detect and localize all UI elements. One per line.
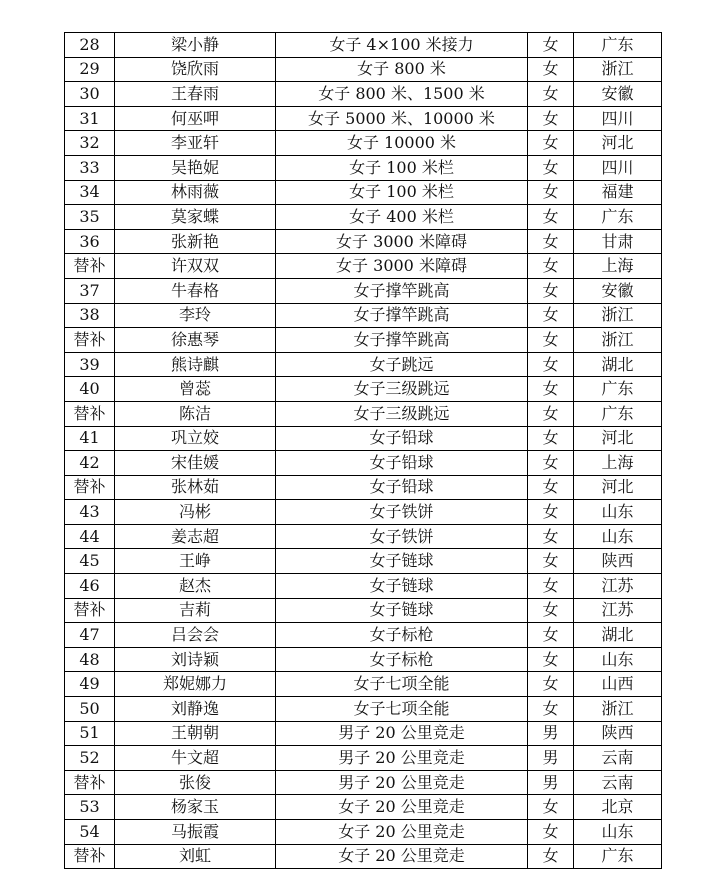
- event-cell: 女子铅球: [276, 475, 528, 500]
- gender-cell: 女: [528, 229, 574, 254]
- event-cell: 女子 800 米: [276, 57, 528, 82]
- event-cell: 女子标枪: [276, 623, 528, 648]
- province-cell: 广东: [574, 33, 662, 58]
- event-cell: 女子三级跳远: [276, 377, 528, 402]
- gender-cell: 女: [528, 205, 574, 230]
- table-row: [65, 155, 662, 180]
- row-number-cell: 37: [65, 278, 115, 303]
- row-number-cell: 替补: [65, 844, 115, 869]
- table-row: [65, 377, 662, 402]
- event-cell: 女子链球: [276, 549, 528, 574]
- province-cell: 上海: [574, 254, 662, 279]
- table-row: [65, 451, 662, 476]
- event-cell: 女子 800 米、1500 米: [276, 82, 528, 107]
- athlete-name-cell: 王春雨: [115, 82, 276, 107]
- event-cell: 女子链球: [276, 574, 528, 599]
- province-cell: 广东: [574, 844, 662, 869]
- table-row: [65, 205, 662, 230]
- gender-cell: 女: [528, 328, 574, 353]
- athlete-name-cell: 张俊: [115, 770, 276, 795]
- gender-cell: 女: [528, 574, 574, 599]
- row-number-cell: 34: [65, 180, 115, 205]
- table-row: [65, 524, 662, 549]
- athlete-name-cell: 许双双: [115, 254, 276, 279]
- province-cell: 江苏: [574, 574, 662, 599]
- table-row: [65, 574, 662, 599]
- row-number-cell: 28: [65, 33, 115, 58]
- athlete-name-cell: 张林茹: [115, 475, 276, 500]
- province-cell: 湖北: [574, 352, 662, 377]
- athlete-name-cell: 冯彬: [115, 500, 276, 525]
- row-number-cell: 48: [65, 647, 115, 672]
- table-row: [65, 180, 662, 205]
- row-number-cell: 36: [65, 229, 115, 254]
- gender-cell: 男: [528, 746, 574, 771]
- table-row: [65, 820, 662, 845]
- row-number-cell: 41: [65, 426, 115, 451]
- province-cell: 河北: [574, 426, 662, 451]
- athlete-name-cell: 李亚轩: [115, 131, 276, 156]
- event-cell: 女子 3000 米障碍: [276, 229, 528, 254]
- event-cell: 男子 20 公里竞走: [276, 770, 528, 795]
- athlete-name-cell: 杨家玉: [115, 795, 276, 820]
- athlete-name-cell: 曾蕊: [115, 377, 276, 402]
- athlete-name-cell: 梁小静: [115, 33, 276, 58]
- event-cell: 女子标枪: [276, 647, 528, 672]
- table-row: [65, 746, 662, 771]
- province-cell: 广东: [574, 377, 662, 402]
- athlete-name-cell: 林雨薇: [115, 180, 276, 205]
- province-cell: 山东: [574, 820, 662, 845]
- gender-cell: 女: [528, 500, 574, 525]
- province-cell: 浙江: [574, 57, 662, 82]
- gender-cell: 女: [528, 623, 574, 648]
- athlete-name-cell: 陈洁: [115, 401, 276, 426]
- gender-cell: 女: [528, 598, 574, 623]
- row-number-cell: 替补: [65, 254, 115, 279]
- row-number-cell: 替补: [65, 770, 115, 795]
- athlete-name-cell: 吴艳妮: [115, 155, 276, 180]
- gender-cell: 女: [528, 180, 574, 205]
- gender-cell: 女: [528, 647, 574, 672]
- table-row: [65, 254, 662, 279]
- gender-cell: 女: [528, 377, 574, 402]
- athlete-name-cell: 吉莉: [115, 598, 276, 623]
- row-number-cell: 52: [65, 746, 115, 771]
- table-row: [65, 57, 662, 82]
- province-cell: 安徽: [574, 278, 662, 303]
- athlete-name-cell: 姜志超: [115, 524, 276, 549]
- table-row: [65, 795, 662, 820]
- gender-cell: 女: [528, 426, 574, 451]
- province-cell: 陕西: [574, 549, 662, 574]
- province-cell: 山东: [574, 500, 662, 525]
- athlete-name-cell: 巩立姣: [115, 426, 276, 451]
- gender-cell: 女: [528, 475, 574, 500]
- table-row: [65, 82, 662, 107]
- province-cell: 山东: [574, 524, 662, 549]
- roster-body: [65, 33, 662, 869]
- gender-cell: 女: [528, 82, 574, 107]
- gender-cell: 女: [528, 278, 574, 303]
- event-cell: 女子七项全能: [276, 697, 528, 722]
- table-row: [65, 721, 662, 746]
- table-row: [65, 278, 662, 303]
- province-cell: 甘肃: [574, 229, 662, 254]
- gender-cell: 女: [528, 549, 574, 574]
- row-number-cell: 47: [65, 623, 115, 648]
- table-row: [65, 549, 662, 574]
- table-row: [65, 647, 662, 672]
- row-number-cell: 40: [65, 377, 115, 402]
- province-cell: 云南: [574, 746, 662, 771]
- table-row: [65, 303, 662, 328]
- athlete-name-cell: 赵杰: [115, 574, 276, 599]
- table-row: [65, 844, 662, 869]
- athlete-name-cell: 吕会会: [115, 623, 276, 648]
- province-cell: 四川: [574, 155, 662, 180]
- table-row: [65, 33, 662, 58]
- event-cell: 女子撑竿跳高: [276, 303, 528, 328]
- province-cell: 云南: [574, 770, 662, 795]
- event-cell: 女子铁饼: [276, 524, 528, 549]
- row-number-cell: 30: [65, 82, 115, 107]
- row-number-cell: 替补: [65, 328, 115, 353]
- row-number-cell: 54: [65, 820, 115, 845]
- athlete-name-cell: 牛文超: [115, 746, 276, 771]
- event-cell: 男子 20 公里竞走: [276, 746, 528, 771]
- event-cell: 女子撑竿跳高: [276, 328, 528, 353]
- row-number-cell: 51: [65, 721, 115, 746]
- province-cell: 上海: [574, 451, 662, 476]
- table-row: [65, 598, 662, 623]
- event-cell: 女子 20 公里竞走: [276, 820, 528, 845]
- event-cell: 女子 10000 米: [276, 131, 528, 156]
- gender-cell: 女: [528, 57, 574, 82]
- event-cell: 女子链球: [276, 598, 528, 623]
- athlete-name-cell: 王峥: [115, 549, 276, 574]
- row-number-cell: 43: [65, 500, 115, 525]
- province-cell: 河北: [574, 475, 662, 500]
- gender-cell: 女: [528, 106, 574, 131]
- table-row: [65, 352, 662, 377]
- event-cell: 女子三级跳远: [276, 401, 528, 426]
- athlete-name-cell: 熊诗麒: [115, 352, 276, 377]
- province-cell: 浙江: [574, 697, 662, 722]
- row-number-cell: 45: [65, 549, 115, 574]
- province-cell: 浙江: [574, 328, 662, 353]
- event-cell: 女子 5000 米、10000 米: [276, 106, 528, 131]
- event-cell: 女子铁饼: [276, 500, 528, 525]
- gender-cell: 女: [528, 697, 574, 722]
- athlete-name-cell: 莫家蝶: [115, 205, 276, 230]
- gender-cell: 女: [528, 155, 574, 180]
- event-cell: 女子铅球: [276, 426, 528, 451]
- province-cell: 湖北: [574, 623, 662, 648]
- athlete-name-cell: 马振霞: [115, 820, 276, 845]
- table-row: [65, 623, 662, 648]
- table-row: [65, 475, 662, 500]
- athlete-name-cell: 牛春格: [115, 278, 276, 303]
- gender-cell: 女: [528, 844, 574, 869]
- athlete-name-cell: 刘虹: [115, 844, 276, 869]
- event-cell: 男子 20 公里竞走: [276, 721, 528, 746]
- gender-cell: 女: [528, 33, 574, 58]
- event-cell: 女子铅球: [276, 451, 528, 476]
- table-row: [65, 672, 662, 697]
- table-row: [65, 500, 662, 525]
- athlete-name-cell: 徐惠琴: [115, 328, 276, 353]
- gender-cell: 男: [528, 721, 574, 746]
- province-cell: 北京: [574, 795, 662, 820]
- table-row: [65, 401, 662, 426]
- row-number-cell: 44: [65, 524, 115, 549]
- row-number-cell: 46: [65, 574, 115, 599]
- row-number-cell: 替补: [65, 598, 115, 623]
- table-row: [65, 131, 662, 156]
- athlete-name-cell: 刘静逸: [115, 697, 276, 722]
- gender-cell: 女: [528, 524, 574, 549]
- athlete-name-cell: 何巫呷: [115, 106, 276, 131]
- event-cell: 女子 20 公里竞走: [276, 795, 528, 820]
- athlete-name-cell: 饶欣雨: [115, 57, 276, 82]
- row-number-cell: 替补: [65, 401, 115, 426]
- row-number-cell: 49: [65, 672, 115, 697]
- province-cell: 四川: [574, 106, 662, 131]
- row-number-cell: 38: [65, 303, 115, 328]
- row-number-cell: 53: [65, 795, 115, 820]
- gender-cell: 女: [528, 352, 574, 377]
- event-cell: 女子七项全能: [276, 672, 528, 697]
- province-cell: 山东: [574, 647, 662, 672]
- athlete-name-cell: 郑妮娜力: [115, 672, 276, 697]
- gender-cell: 男: [528, 770, 574, 795]
- province-cell: 广东: [574, 401, 662, 426]
- event-cell: 女子 3000 米障碍: [276, 254, 528, 279]
- row-number-cell: 35: [65, 205, 115, 230]
- row-number-cell: 31: [65, 106, 115, 131]
- gender-cell: 女: [528, 451, 574, 476]
- event-cell: 女子跳远: [276, 352, 528, 377]
- athlete-name-cell: 刘诗颖: [115, 647, 276, 672]
- gender-cell: 女: [528, 795, 574, 820]
- table-row: [65, 229, 662, 254]
- table-row: [65, 328, 662, 353]
- athlete-name-cell: 张新艳: [115, 229, 276, 254]
- province-cell: 陕西: [574, 721, 662, 746]
- province-cell: 福建: [574, 180, 662, 205]
- province-cell: 安徽: [574, 82, 662, 107]
- event-cell: 女子 100 米栏: [276, 180, 528, 205]
- gender-cell: 女: [528, 401, 574, 426]
- row-number-cell: 39: [65, 352, 115, 377]
- gender-cell: 女: [528, 820, 574, 845]
- event-cell: 女子 400 米栏: [276, 205, 528, 230]
- row-number-cell: 32: [65, 131, 115, 156]
- province-cell: 山西: [574, 672, 662, 697]
- event-cell: 女子 100 米栏: [276, 155, 528, 180]
- row-number-cell: 替补: [65, 475, 115, 500]
- athlete-name-cell: 李玲: [115, 303, 276, 328]
- gender-cell: 女: [528, 303, 574, 328]
- table-row: [65, 697, 662, 722]
- row-number-cell: 29: [65, 57, 115, 82]
- event-cell: 女子 4×100 米接力: [276, 33, 528, 58]
- gender-cell: 女: [528, 131, 574, 156]
- row-number-cell: 42: [65, 451, 115, 476]
- province-cell: 广东: [574, 205, 662, 230]
- row-number-cell: 33: [65, 155, 115, 180]
- table-row: [65, 770, 662, 795]
- gender-cell: 女: [528, 254, 574, 279]
- row-number-cell: 50: [65, 697, 115, 722]
- province-cell: 江苏: [574, 598, 662, 623]
- roster-table: [64, 32, 662, 869]
- table-row: [65, 426, 662, 451]
- athlete-name-cell: 宋佳媛: [115, 451, 276, 476]
- province-cell: 浙江: [574, 303, 662, 328]
- event-cell: 女子 20 公里竞走: [276, 844, 528, 869]
- event-cell: 女子撑竿跳高: [276, 278, 528, 303]
- province-cell: 河北: [574, 131, 662, 156]
- athlete-name-cell: 王朝朝: [115, 721, 276, 746]
- gender-cell: 女: [528, 672, 574, 697]
- table-row: [65, 106, 662, 131]
